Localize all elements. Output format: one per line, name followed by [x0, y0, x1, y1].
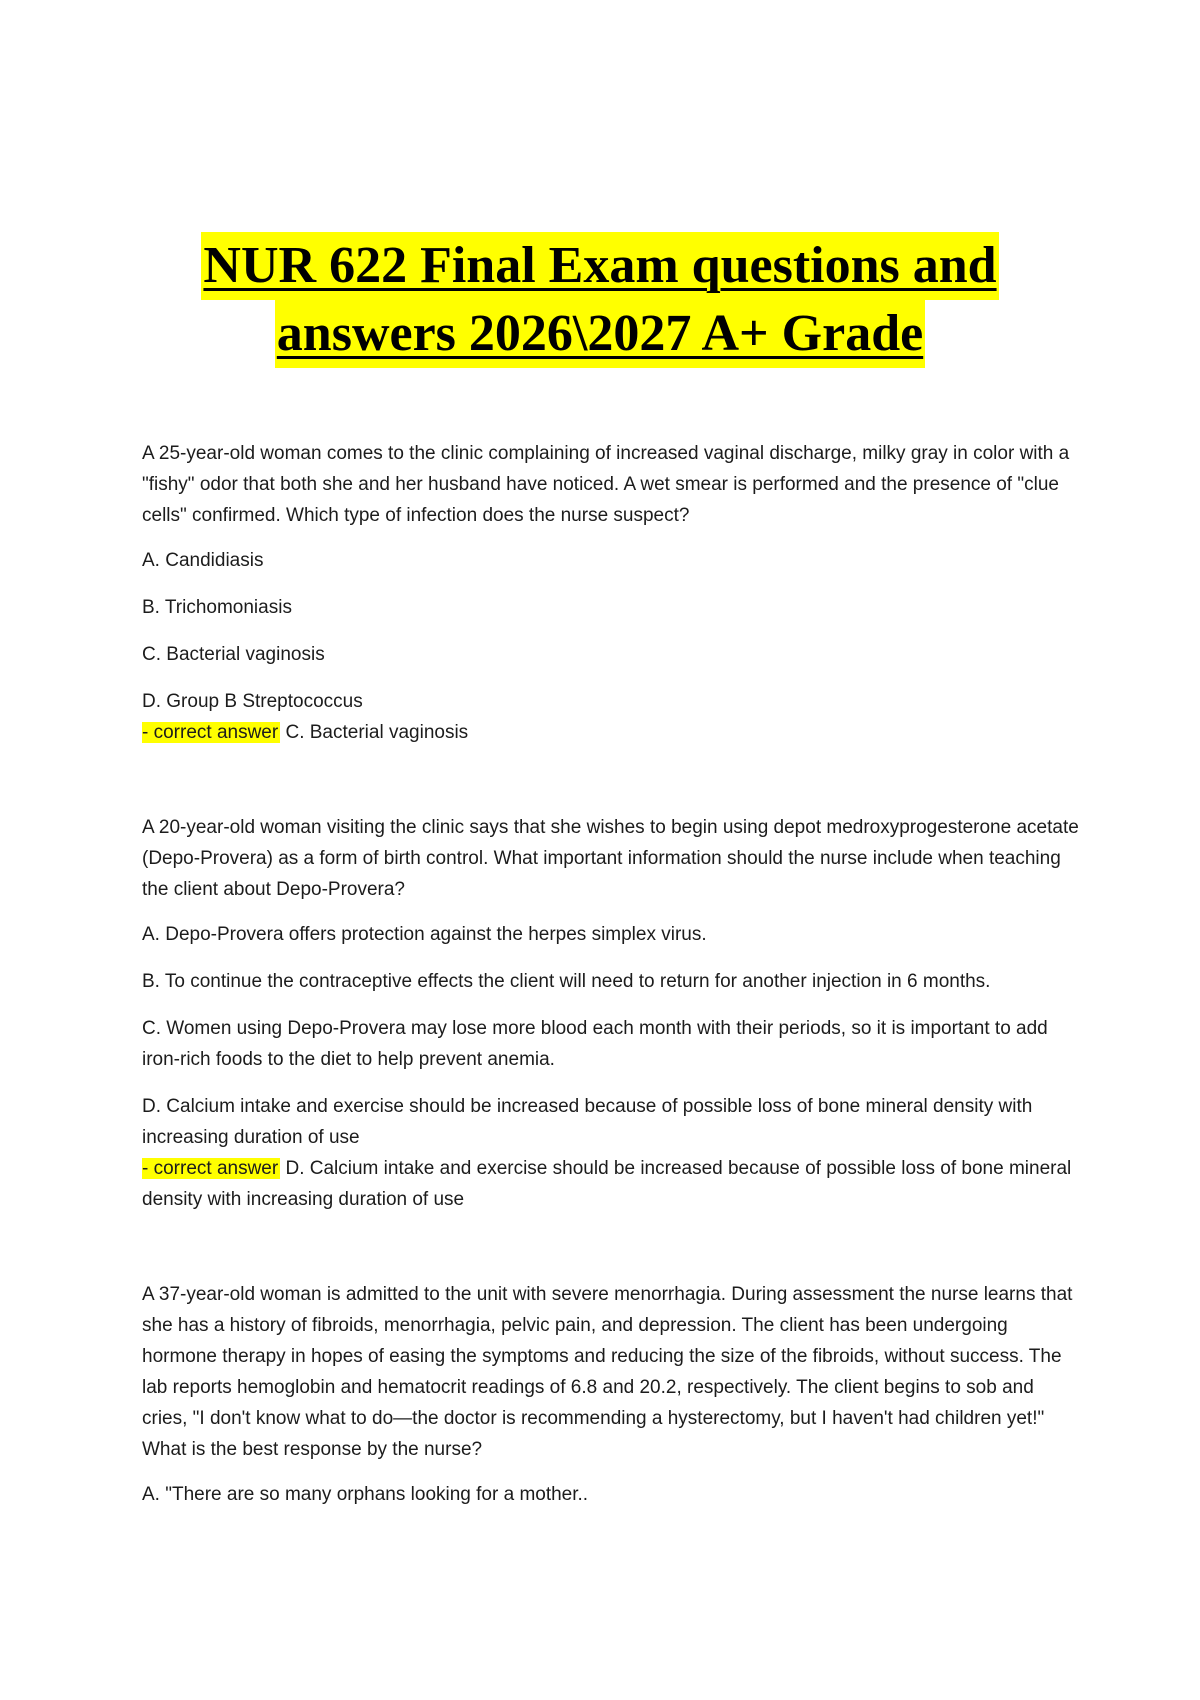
question-stem: A 37-year-old woman is admitted to the unit with severe menorrhagia. During assessment the nurse learns that she has a history of fibroids, menorrhagia, pelvic pain, and depression. The client has been undergoing hormone therapy in hopes of easing the symptoms and reducing the size of the fibroids, without success. The lab reports hemoglobin and hematocrit readings of 6.8 and 20.2, respectively. The client begins to sob and cries, "I don't know what to do—the doctor is recommending a hysterectomy, but I haven't had children yet!" What is the best response by the nurse?: [142, 1284, 1073, 1460]
question-stem: A 25-year-old woman comes to the clinic complaining of increased vaginal discharge, milky gray in color with a "fishy" odor that both she and her husband have noticed. A wet smear is performed and the presence of "clue cells" confirmed. Which type of infection does the nurse suspect?: [142, 443, 1070, 526]
answer-option: B. To continue the contraceptive effects the client will need to return for another injection in 6 months.: [142, 971, 991, 992]
question-stem: A 20-year-old woman visiting the clinic says that she wishes to begin using depot medroxyprogesterone acetate (Depo-Provera) as a form of birth control. What important information should the nurse include when teaching the client about Depo-Provera?: [142, 817, 1079, 900]
title-line-2: answers 2026\2027 A+ Grade: [275, 300, 925, 368]
correct-answer-text: C. Bacterial vaginosis: [285, 722, 469, 743]
questions-list: [142, 438, 1082, 1574]
title-line-1: NUR 622 Final Exam questions and: [201, 232, 998, 300]
answer-option: B. Trichomoniasis: [142, 597, 292, 618]
correct-answer-text: D. Calcium intake and exercise should be increased because of possible loss of bone mineral density with increasing duration of use: [142, 1158, 1072, 1210]
document-title: [0, 232, 1200, 368]
answer-option: D. Calcium intake and exercise should be increased because of possible loss of bone mineral density with increasing duration of use: [142, 1096, 1033, 1148]
question-block: [142, 1279, 1082, 1510]
correct-answer: [142, 717, 1082, 748]
answer-option: D. Group B Streptococcus: [142, 691, 363, 712]
answer-option: C. Women using Depo-Provera may lose more blood each month with their periods, so it is important to add iron-rich foods to the diet to help prevent anemia.: [142, 1018, 1048, 1070]
question-block: [142, 438, 1082, 748]
answer-option: C. Bacterial vaginosis: [142, 644, 325, 665]
answer-option: A. "There are so many orphans looking for a mother..: [142, 1484, 589, 1505]
answer-option: A. Candidiasis: [142, 550, 264, 571]
question-block: [142, 812, 1082, 1215]
answer-option: A. Depo-Provera offers protection against the herpes simplex virus.: [142, 924, 707, 945]
correct-answer-tag: - correct answer: [142, 1158, 279, 1179]
correct-answer: [142, 1153, 1082, 1215]
correct-answer-tag: - correct answer: [142, 722, 279, 743]
